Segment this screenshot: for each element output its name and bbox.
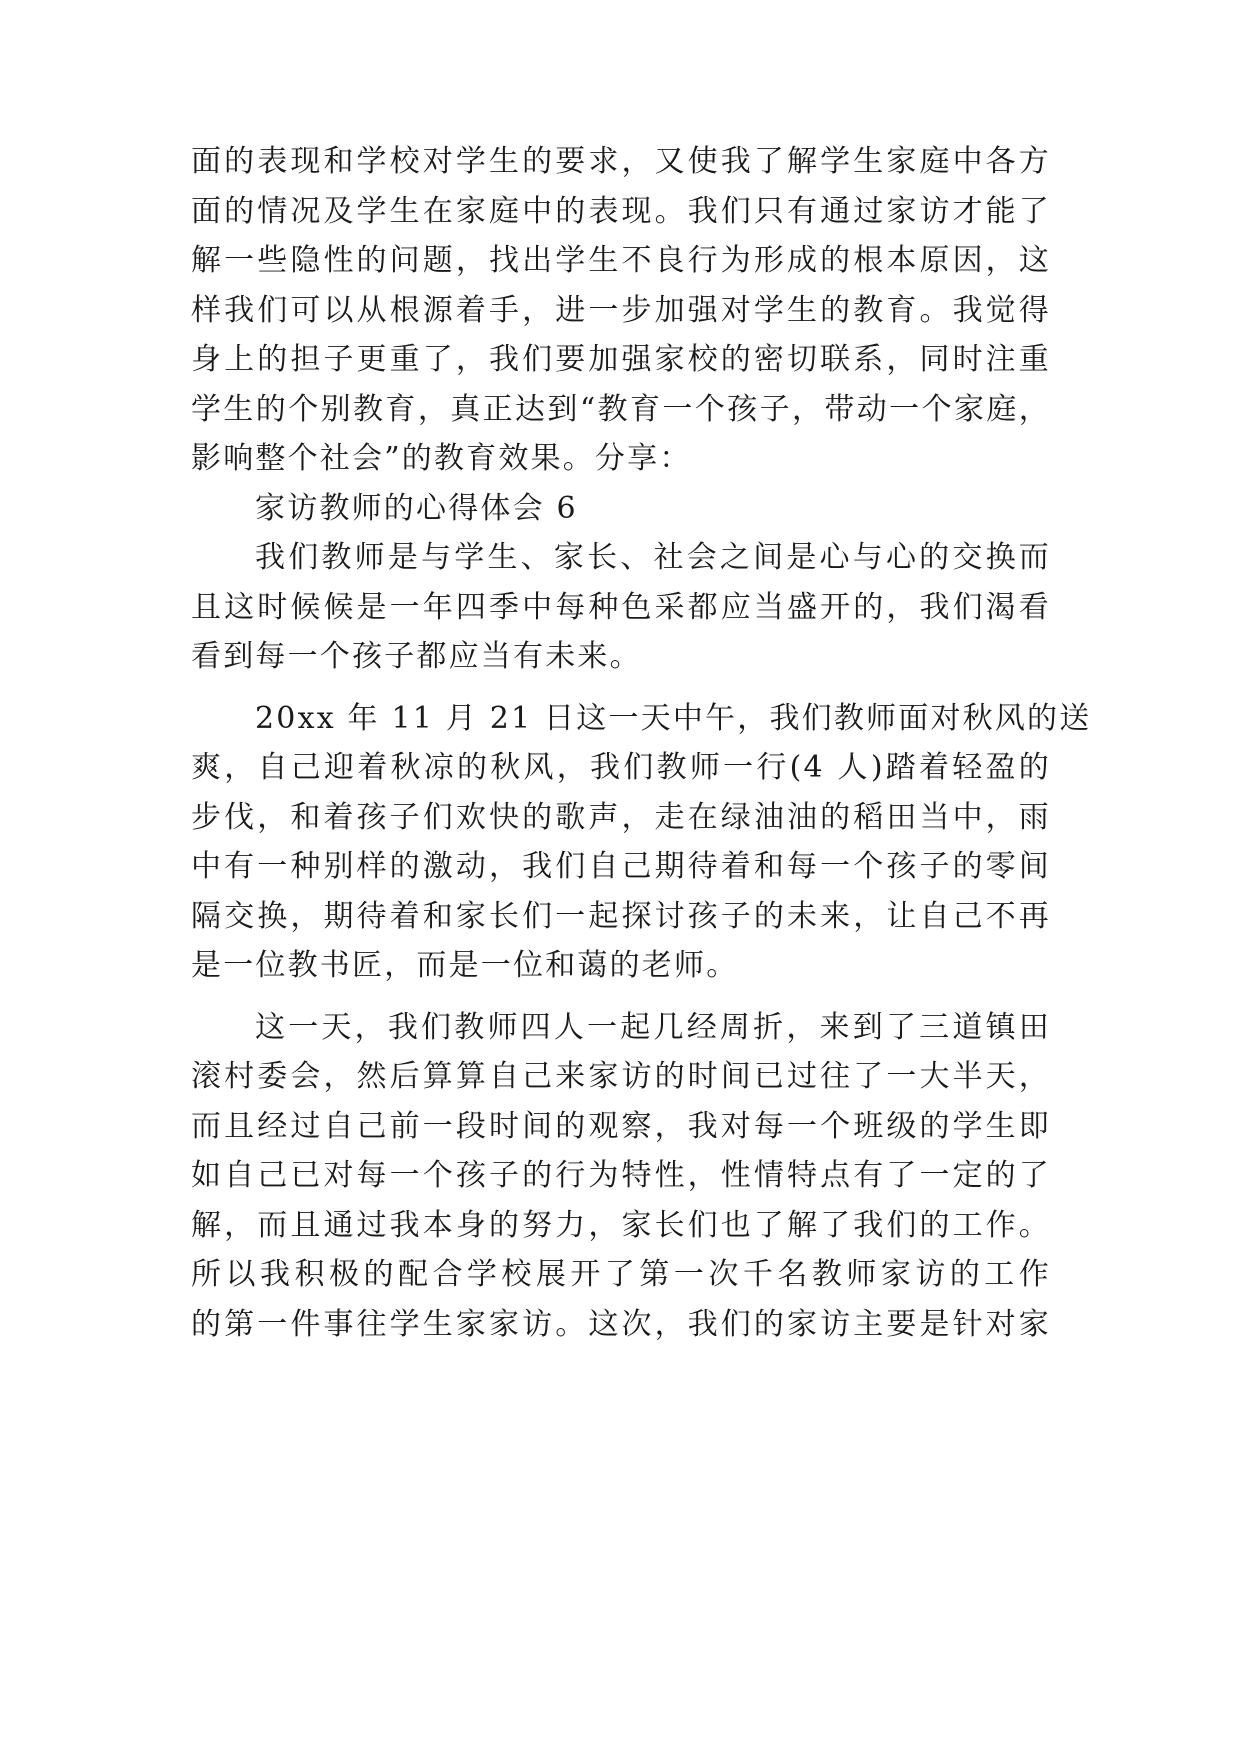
text-line: 影响整个社会”的教育效果。分享： <box>191 441 692 476</box>
text-line: 这一天，我们教师四人一起几经周折，来到了三道镇田 <box>255 1009 1051 1045</box>
text-line: 解，而且通过我本身的努力，家长们也了解了我们的工作。 <box>191 1207 1051 1243</box>
text-line: 滚村委会，然后算算自己来家访的时间已过往了一大半天， <box>191 1059 1051 1094</box>
document-body <box>191 137 1092 1349</box>
paragraph-spacer <box>191 682 1051 694</box>
text-line: 隔交换，期待着和家长们一起探讨孩子的未来，让自己不再 <box>191 898 1051 934</box>
text-line: 且这时候候是一年四季中每种色采都应当盛开的，我们渴看 <box>191 589 1051 625</box>
text-line: 学生的个别教育，真正达到“教育一个孩子，带动一个家庭， <box>191 391 1051 427</box>
text-line: 爽，自己迎着秋凉的秋风，我们教师一行(4 人)踏着轻盈的 <box>191 750 1051 785</box>
text-line: 面的情况及学生在家庭中的表现。我们只有通过家访才能了 <box>191 193 1051 229</box>
text-line: 看到每一个孩子都应当有未来。 <box>191 639 642 674</box>
text-line: 身上的担子更重了，我们要加强家校的密切联系，同时注重 <box>191 342 1051 377</box>
text-line: 而且经过自己前一段时间的观察，我对每一个班级的学生即 <box>191 1108 1051 1144</box>
paragraph-spacer <box>191 991 1051 1003</box>
text-line: 步伐，和着孩子们欢快的歌声，走在绿油油的稻田当中，雨 <box>191 799 1051 835</box>
paragraph <box>191 694 1092 991</box>
text-line: 样我们可以从根源着手，进一步加强对学生的教育。我觉得 <box>191 292 1051 328</box>
heading-text: 家访教师的心得体会 6 <box>255 490 578 526</box>
text-line: 20xx 年 11 月 21 日这一天中午，我们教师面对秋风的送 <box>255 700 1092 736</box>
text-line: 中有一种别样的激动，我们自己期待着和每一个孩子的零间 <box>191 849 1051 884</box>
section-heading <box>191 484 1051 534</box>
text-line: 我们教师是与学生、家长、社会之间是心与心的交换而 <box>255 540 1051 575</box>
text-line: 如自己已对每一个孩子的行为特性，性情特点有了一定的了 <box>191 1158 1051 1193</box>
paragraph <box>191 137 1051 484</box>
text-line: 所以我积极的配合学校展开了第一次千名教师家访的工作 <box>191 1257 1051 1292</box>
text-line: 面的表现和学校对学生的要求，又使我了解学生家庭中各方 <box>191 144 1051 179</box>
text-line: 是一位教书匠，而是一位和蔼的老师。 <box>191 948 739 983</box>
paragraph <box>191 533 1051 682</box>
paragraph <box>191 1003 1051 1350</box>
text-line: 解一些隐性的问题，找出学生不良行为形成的根本原因，这 <box>191 243 1051 278</box>
text-line: 的第一件事往学生家家访。这次，我们的家访主要是针对家 <box>191 1306 1051 1342</box>
